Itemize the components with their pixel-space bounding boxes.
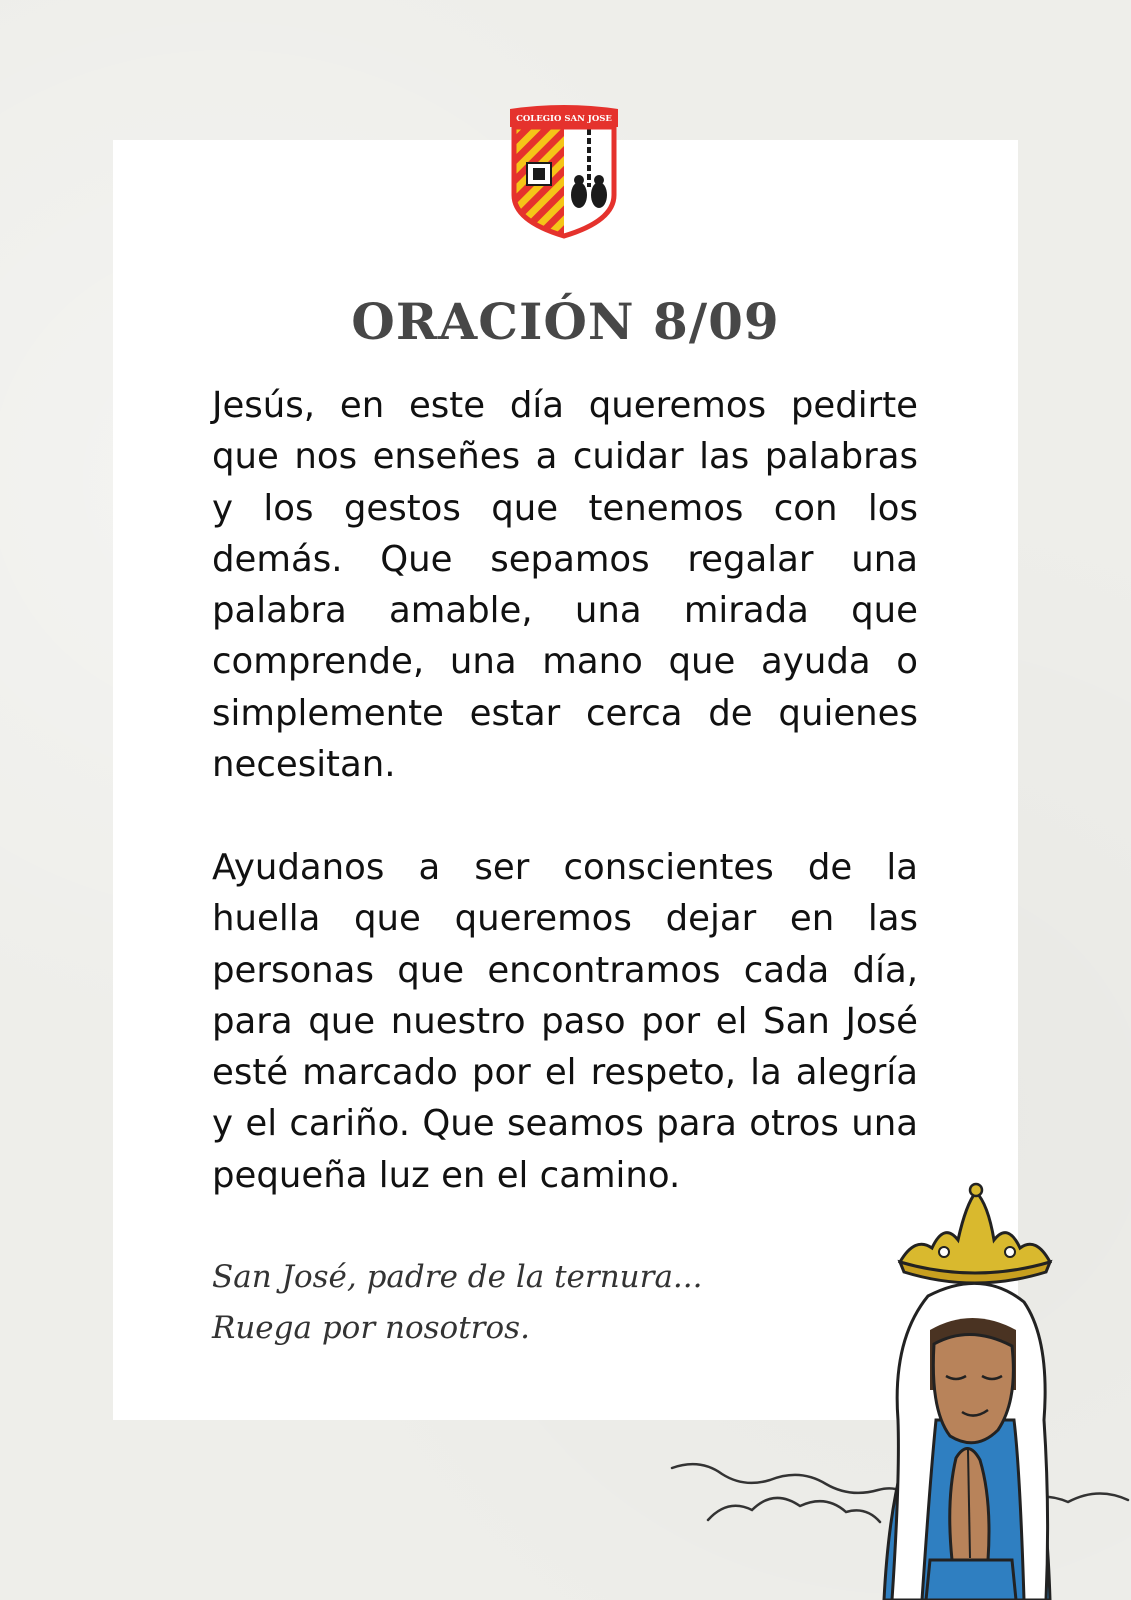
prayer-paragraph-1: Jesús, en este día queremos pedirte que nos enseñes a cuidar las palabras y los gestos que tenemos con los demás. Que sepamos regalar una palabra amable, una mirada que comprende, una mano que ayuda o simplemente estar cerca de quienes necesitan. <box>212 385 918 786</box>
closing-line-1: San José, padre de la ternura... <box>212 1259 703 1295</box>
prayer-paragraph-2: Ayudanos a ser conscientes de la huella que queremos dejar en las personas que encontramos cada día, para que nuestro paso por el San José esté marcado por el respeto, la alegría y el cariño. Que seamos para otros una pequeña luz en el camino. <box>212 847 918 1196</box>
page-title: ORACIÓN 8/09 <box>351 292 780 351</box>
crest-text: COLEGIO SAN JOSE <box>516 114 612 124</box>
closing-line-2: Ruega por nosotros. <box>212 1310 530 1346</box>
school-crest-icon <box>508 103 620 239</box>
closing-invocation <box>212 1252 703 1354</box>
